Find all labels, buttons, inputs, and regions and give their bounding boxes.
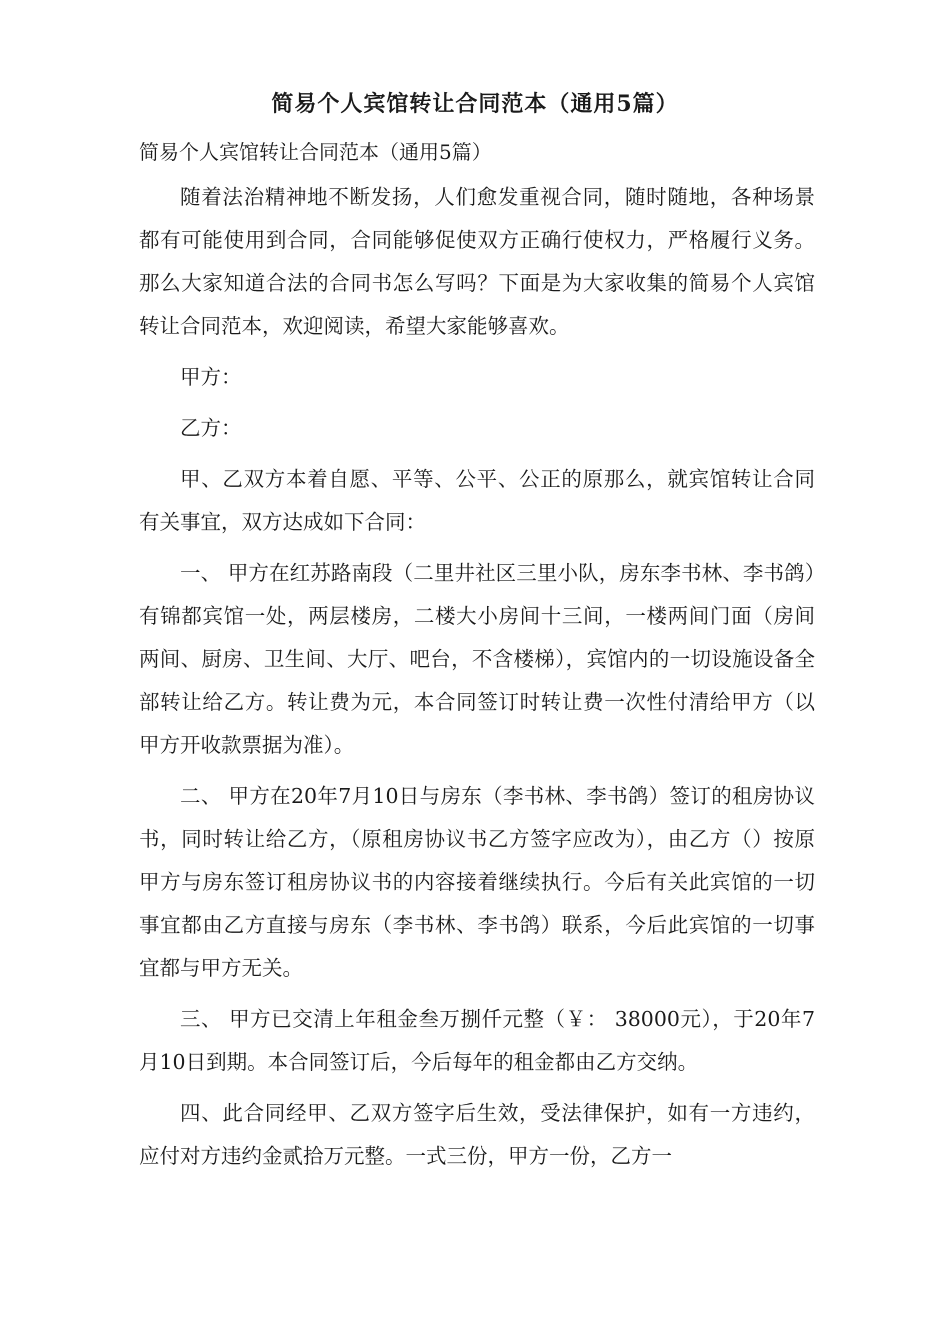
agreement-preamble: 甲、乙双方本着自愿、平等、公平、公正的原那么，就宾馆转让合同有关事宜，双方达成如下合同：	[139, 467, 815, 534]
clause-1: 一、 甲方在红苏路南段（二里井社区三里小队，房东李书林、李书鸽）有锦都宾馆一处，两层楼房，二楼大小房间十三间，一楼两间门面（房间两间、厨房、卫生间、大厅、吧台，不含楼梯），宾馆内的一切设施设备全部转让给乙方。转让费为元，本合同签订时转让费一次性付清给甲方（以甲方开收款票据为准）。	[139, 561, 815, 757]
party-b-label: 乙方：	[180, 416, 242, 440]
clause-2: 二、 甲方在20年7月10日与房东（李书林、李书鸽）签订的租房协议书，同时转让给乙方，（原租房协议书乙方签字应改为），由乙方（）按原甲方与房东签订租房协议书的内容接着继续执行。今后有关此宾馆的一切事宜都由乙方直接与房东（李书林、李书鸽）联系，今后此宾馆的一切事宜都与甲方无关。	[139, 784, 815, 980]
clause-4: 四、此合同经甲、乙双方签字后生效，受法律保护，如有一方违约，应付对方违约金贰拾万元整。一式三份，甲方一份，乙方一	[139, 1101, 815, 1168]
document-subtitle: 简易个人宾馆转让合同范本（通用5篇）	[139, 140, 492, 164]
intro-paragraph: 随着法治精神地不断发扬，人们愈发重视合同，随时随地，各种场景都有可能使用到合同，合同能够促使双方正确行使权力，严格履行义务。那么大家知道合法的合同书怎么写吗？下面是为大家收集的简易个人宾馆转让合同范本，欢迎阅读，希望大家能够喜欢。	[139, 185, 815, 338]
document-body	[139, 176, 815, 1186]
party-a-label: 甲方：	[180, 365, 242, 389]
clause-3: 三、 甲方已交清上年租金叁万捌仟元整（￥： 38000元），于20年7月10日到期。本合同签订后，今后每年的租金都由乙方交纳。	[139, 1007, 815, 1074]
document-title: 简易个人宾馆转让合同范本（通用5篇）	[271, 91, 679, 117]
